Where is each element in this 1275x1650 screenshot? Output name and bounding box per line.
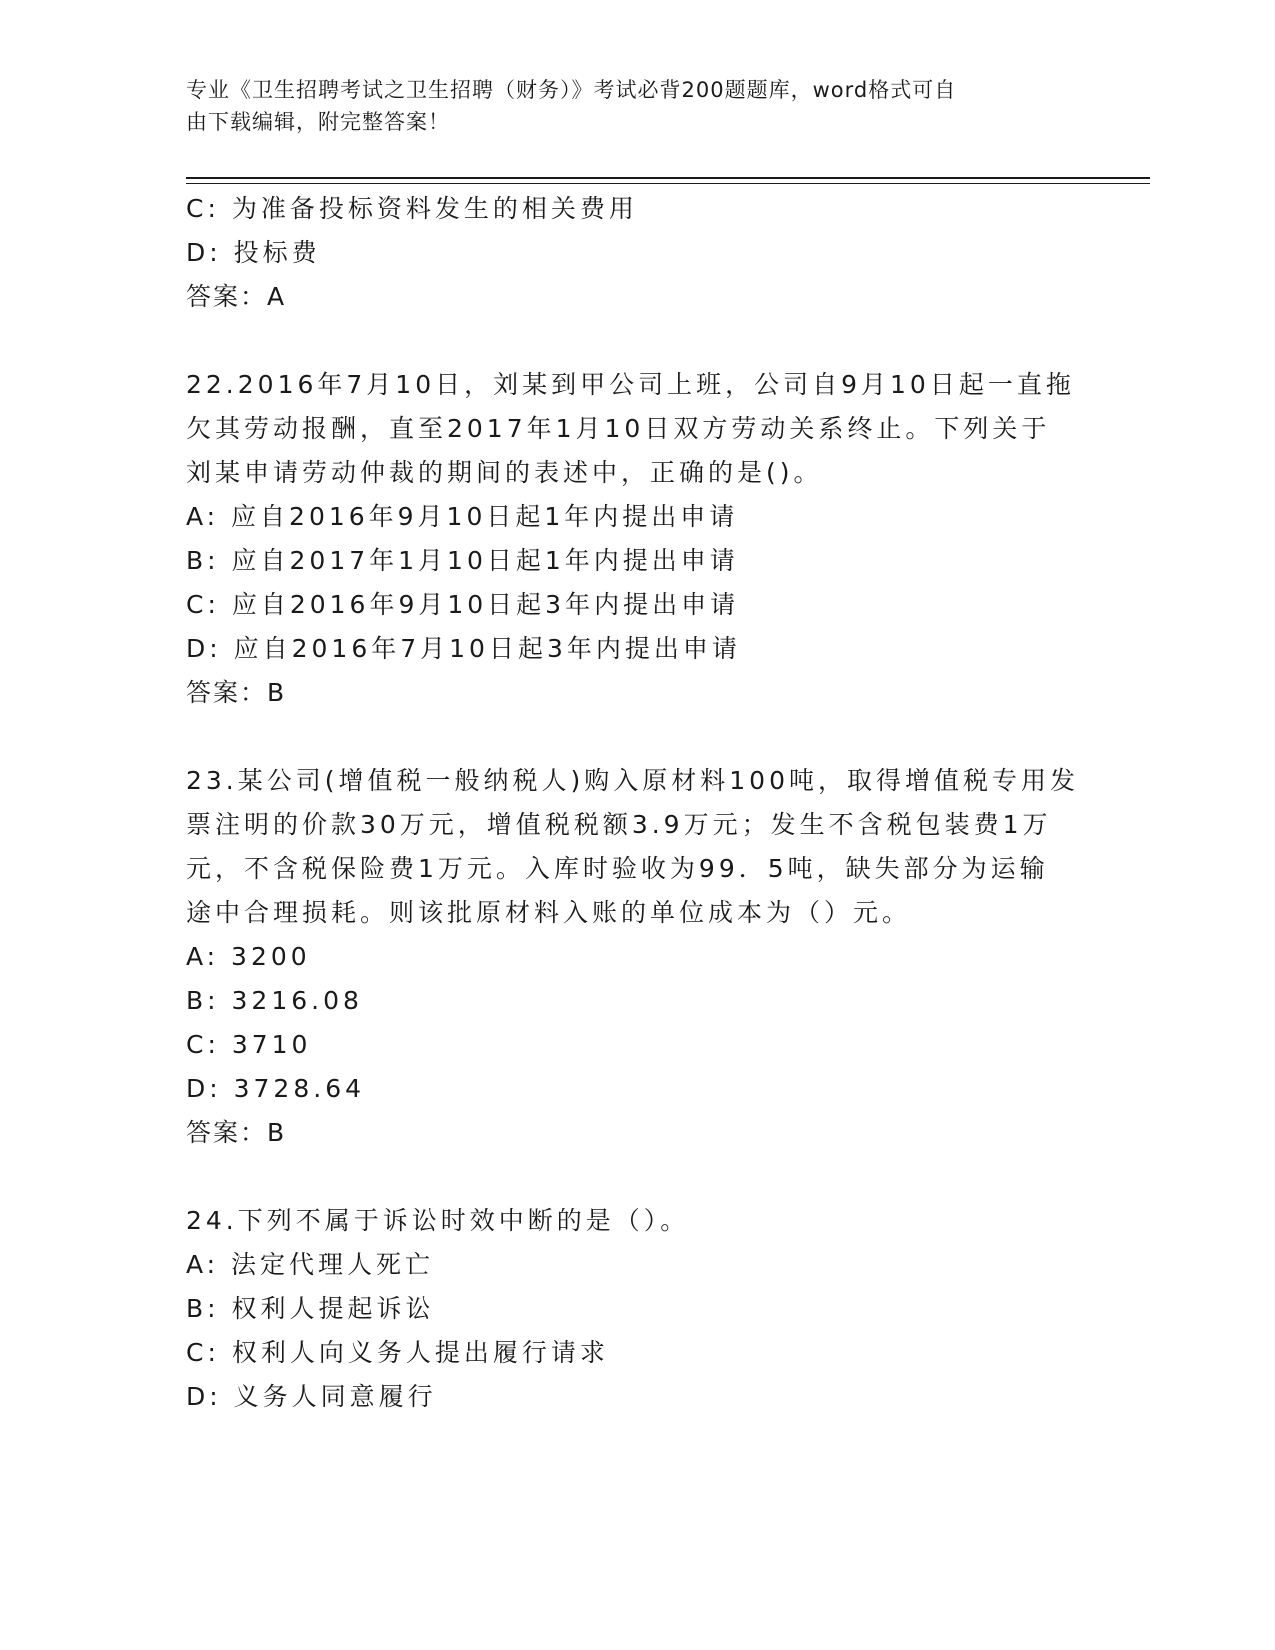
q22-option-c: C: 应自2016年9月10日起3年内提出申请 xyxy=(186,590,740,619)
q23-option-b: B: 3216.08 xyxy=(186,986,363,1015)
q22-stem-line-1: 22.2016年7月10日，刘某到甲公司上班，公司自9月10日起一直拖 xyxy=(186,370,1075,399)
q24-option-c: C: 权利人向义务人提出履行请求 xyxy=(186,1338,609,1367)
q23-stem-line-4: 途中合理损耗。则该批原材料入账的单位成本为（）元。 xyxy=(186,898,912,927)
q22-answer: 答案：B xyxy=(186,678,287,707)
q21-answer: 答案：A xyxy=(186,282,287,311)
q21-option-d: D: 投标费 xyxy=(186,238,321,267)
q23-option-d: D: 3728.64 xyxy=(186,1074,366,1103)
q24-option-d: D: 义务人同意履行 xyxy=(186,1382,437,1411)
q22-stem-line-2: 欠其劳动报酬，直至2017年1月10日双方劳动关系终止。下列关于 xyxy=(186,414,1051,443)
q23-stem-line-1: 23.某公司(增值税一般纳税人)购入原材料100吨，取得增值税专用发 xyxy=(186,766,1079,795)
q22-option-a: A: 应自2016年9月10日起1年内提出申请 xyxy=(186,502,739,531)
q23-answer: 答案：B xyxy=(186,1118,287,1147)
header-divider-thick xyxy=(186,177,1150,179)
q22-option-b: B: 应自2017年1月10日起1年内提出申请 xyxy=(186,546,739,575)
q24-option-b: B: 权利人提起诉讼 xyxy=(186,1294,435,1323)
header-line-2: 由下载编辑，附完整答案！ xyxy=(186,110,450,134)
document-header xyxy=(186,74,1086,138)
q23-stem-line-3: 元，不含税保险费1万元。入库时验收为99．5吨，缺失部分为运输 xyxy=(186,854,1049,883)
header-line-1: 专业《卫生招聘考试之卫生招聘（财务）》考试必背200题题库，word格式可自 xyxy=(186,78,957,102)
q23-stem-line-2: 票注明的价款30万元，增值税税额3.9万元；发生不含税包装费1万 xyxy=(186,810,1052,839)
q24-option-a: A: 法定代理人死亡 xyxy=(186,1250,435,1279)
q23-option-a: A: 3200 xyxy=(186,942,311,971)
q22-stem-line-3: 刘某申请劳动仲裁的期间的表述中，正确的是()。 xyxy=(186,458,823,487)
q23-option-c: C: 3710 xyxy=(186,1030,312,1059)
header-divider-thin xyxy=(186,183,1150,184)
q24-stem-line-1: 24.下列不属于诉讼时效中断的是（）。 xyxy=(186,1206,690,1235)
q21-option-c: C: 为准备投标资料发生的相关费用 xyxy=(186,194,638,223)
q22-option-d: D: 应自2016年7月10日起3年内提出申请 xyxy=(186,634,741,663)
